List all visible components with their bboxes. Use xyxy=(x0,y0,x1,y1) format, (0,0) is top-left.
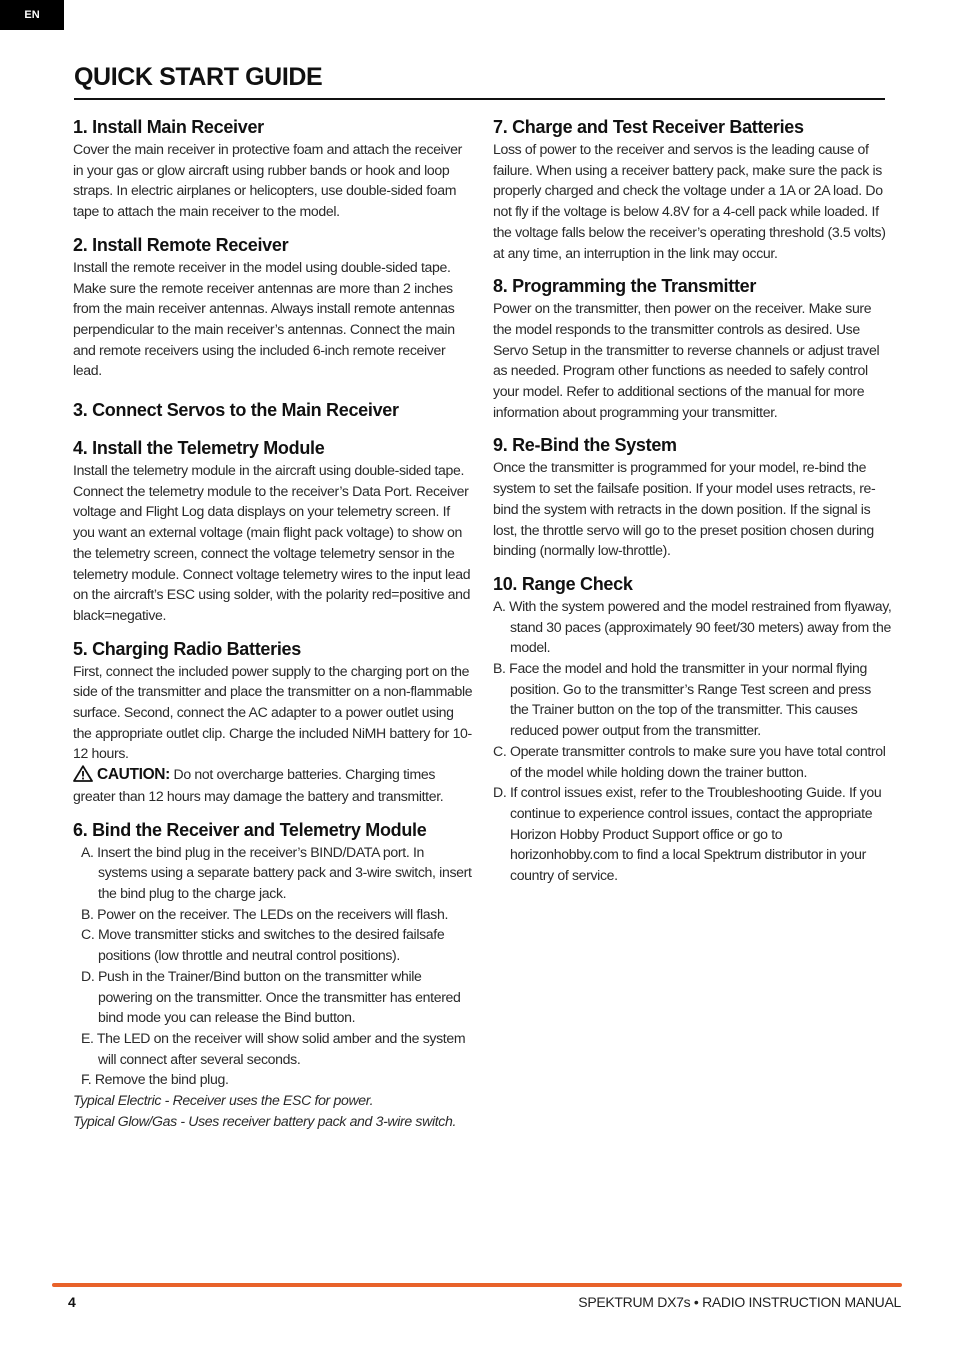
list-item: D. Push in the Trainer/Bind button on the transmitter while powering on the transmitter. Once the transmitter has entered bind mode you can release the Bind button. xyxy=(81,967,461,1026)
section-heading: 2. Install Remote Receiver xyxy=(73,234,289,255)
section-heading: 10. Range Check xyxy=(493,573,633,594)
section-charge-test-batteries xyxy=(493,116,893,263)
section-bind-receiver xyxy=(73,819,473,1132)
list-item: B. Face the model and hold the transmitter in your normal flying position. Go to the transmitter’s Range Test screen and press the Trainer button on the top of the transmitter. This causes reduced power output from the transmitter. xyxy=(493,660,871,739)
page-title: QUICK START GUIDE xyxy=(74,63,323,91)
page-number: 4 xyxy=(68,1294,76,1310)
section-install-main-receiver xyxy=(73,116,473,222)
list-item: B. Power on the receiver. The LEDs on the receivers will flash. xyxy=(81,905,449,922)
section-body: First, connect the included power supply to the charging port on the side of the transmitter and place the transmitter on a non-flammable surface. Second, connect the AC adapter to a power outlet using the appropriate outlet clip. Charge the included NiMH battery for 10-12 hours. xyxy=(73,662,473,762)
list-item: F. Remove the bind plug. xyxy=(81,1071,229,1088)
left-column xyxy=(73,116,473,1143)
language-tab: EN xyxy=(0,0,64,30)
section-body: Cover the main receiver in protective foam and attach the receiver in your gas or glow aircraft using rubber bands or hook and loop straps. In electric airplanes or helicopters, use double-sided foam tape to attach the main receiver to the model. xyxy=(73,141,462,220)
section-heading: 5. Charging Radio Batteries xyxy=(73,638,301,659)
caution-label: CAUTION: xyxy=(97,766,170,784)
section-rebind-system xyxy=(493,434,893,561)
list-item: C. Move transmitter sticks and switches to the desired failsafe positions (low throttle and neutral control positions). xyxy=(81,926,445,964)
section-install-telemetry-module xyxy=(73,437,473,626)
section-install-remote-receiver xyxy=(73,234,473,381)
list-item: A. Insert the bind plug in the receiver’s BIND/DATA port. In systems using a separate battery pack and 3-wire switch, insert the bind plug to the charge jack. xyxy=(81,843,472,901)
caution-note xyxy=(73,764,473,806)
range-check-steps-list xyxy=(493,596,893,886)
title-divider xyxy=(74,98,885,100)
section-body: Once the transmitter is programmed for your model, re-bind the system to set the failsafe position. If your model uses retracts, re-bind the system with retracts in the down position. If the signal is lost, the throttle servo will go to the preset position chosen during binding (normally low-throttle). xyxy=(493,459,876,559)
section-body: Loss of power to the receiver and servos is the leading cause of failure. When using a receiver battery pack, make sure the pack is properly charged and check the voltage under a 1A or 2A load. Do not fly if the voltage is below 4.8V for a 4-cell pack while loaded. If the voltage falls below the receiver’s operating threshold (3.5 volts) at any time, an interruption in the link may occur. xyxy=(493,141,886,261)
section-heading: 8. Programming the Transmitter xyxy=(493,276,757,297)
bind-steps-list xyxy=(73,842,473,1090)
right-column xyxy=(493,116,893,898)
list-item: C. Operate transmitter controls to make sure you have total control of the model while holding down the trainer button. xyxy=(493,742,886,780)
note-electric: Typical Electric - Receiver uses the ESC for power. xyxy=(73,1092,374,1109)
section-connect-servos xyxy=(73,399,473,421)
section-body: Install the remote receiver in the model using double-sided tape. Make sure the remote receiver antennas are more than 2 inches from the main receiver antennas. Always install remote antennas perpendicular to the main receiver’s antennas. Connect the main and remote receivers using the included 6-inch remote receiver lead. xyxy=(73,258,455,379)
section-heading: 1. Install Main Receiver xyxy=(73,117,264,137)
caution-text: Do not overcharge batteries. Charging times greater than 12 hours may damage the battery and transmitter. xyxy=(73,766,444,804)
section-heading: 6. Bind the Receiver and Telemetry Module xyxy=(73,819,427,840)
footer-manual-title: SPEKTRUM DX7s • RADIO INSTRUCTION MANUAL xyxy=(578,1294,901,1310)
section-heading: 3. Connect Servos to the Main Receiver xyxy=(73,400,399,421)
section-charging-radio-batteries xyxy=(73,638,473,807)
section-range-check xyxy=(493,573,893,886)
section-heading: 9. Re-Bind the System xyxy=(493,435,677,456)
note-glow-gas: Typical Glow/Gas - Uses receiver battery pack and 3-wire switch. xyxy=(73,1112,457,1129)
section-programming-transmitter xyxy=(493,275,893,422)
list-item: D. If control issues exist, refer to the Troubleshooting Guide. If you continue to experience control issues, contact the appropriate Horizon Hobby Product Support office or go to horizonhobby.com to find a local Spektrum distributor in your country of service. xyxy=(493,784,882,884)
list-item: E. The LED on the receiver will show solid amber and the system will connect after several seconds. xyxy=(81,1029,466,1067)
warning-triangle-icon xyxy=(73,765,93,782)
footer-accent-bar xyxy=(52,1283,902,1287)
section-body: Install the telemetry module in the aircraft using double-sided tape. Connect the telemetry module to the receiver’s Data Port. Receiver voltage and Flight Log data displays on your telemetry screen. If you want an external voltage (main flight pack voltage) to show on the telemetry screen, connect the voltage telemetry sensor in the telemetry module. Connect voltage telemetry wires to the input lead on the aircraft’s ESC using solder, with the polarity red=positive and black=negative. xyxy=(73,462,471,623)
list-item: A. With the system powered and the model restrained from flyaway, stand 30 paces (approximately 90 feet/30 meters) away from the model. xyxy=(493,597,892,656)
section-heading: 7. Charge and Test Receiver Batteries xyxy=(493,117,804,137)
section-heading: 4. Install the Telemetry Module xyxy=(73,438,325,459)
section-body: Power on the transmitter, then power on the receiver. Make sure the model responds to the transmitter controls as desired. Use Servo Setup in the transmitter to reverse channels or adjust travel as needed. Program other functions as needed to safely control your model. Refer to additional sections of the manual for more information about programming your transmitter. xyxy=(493,300,880,420)
